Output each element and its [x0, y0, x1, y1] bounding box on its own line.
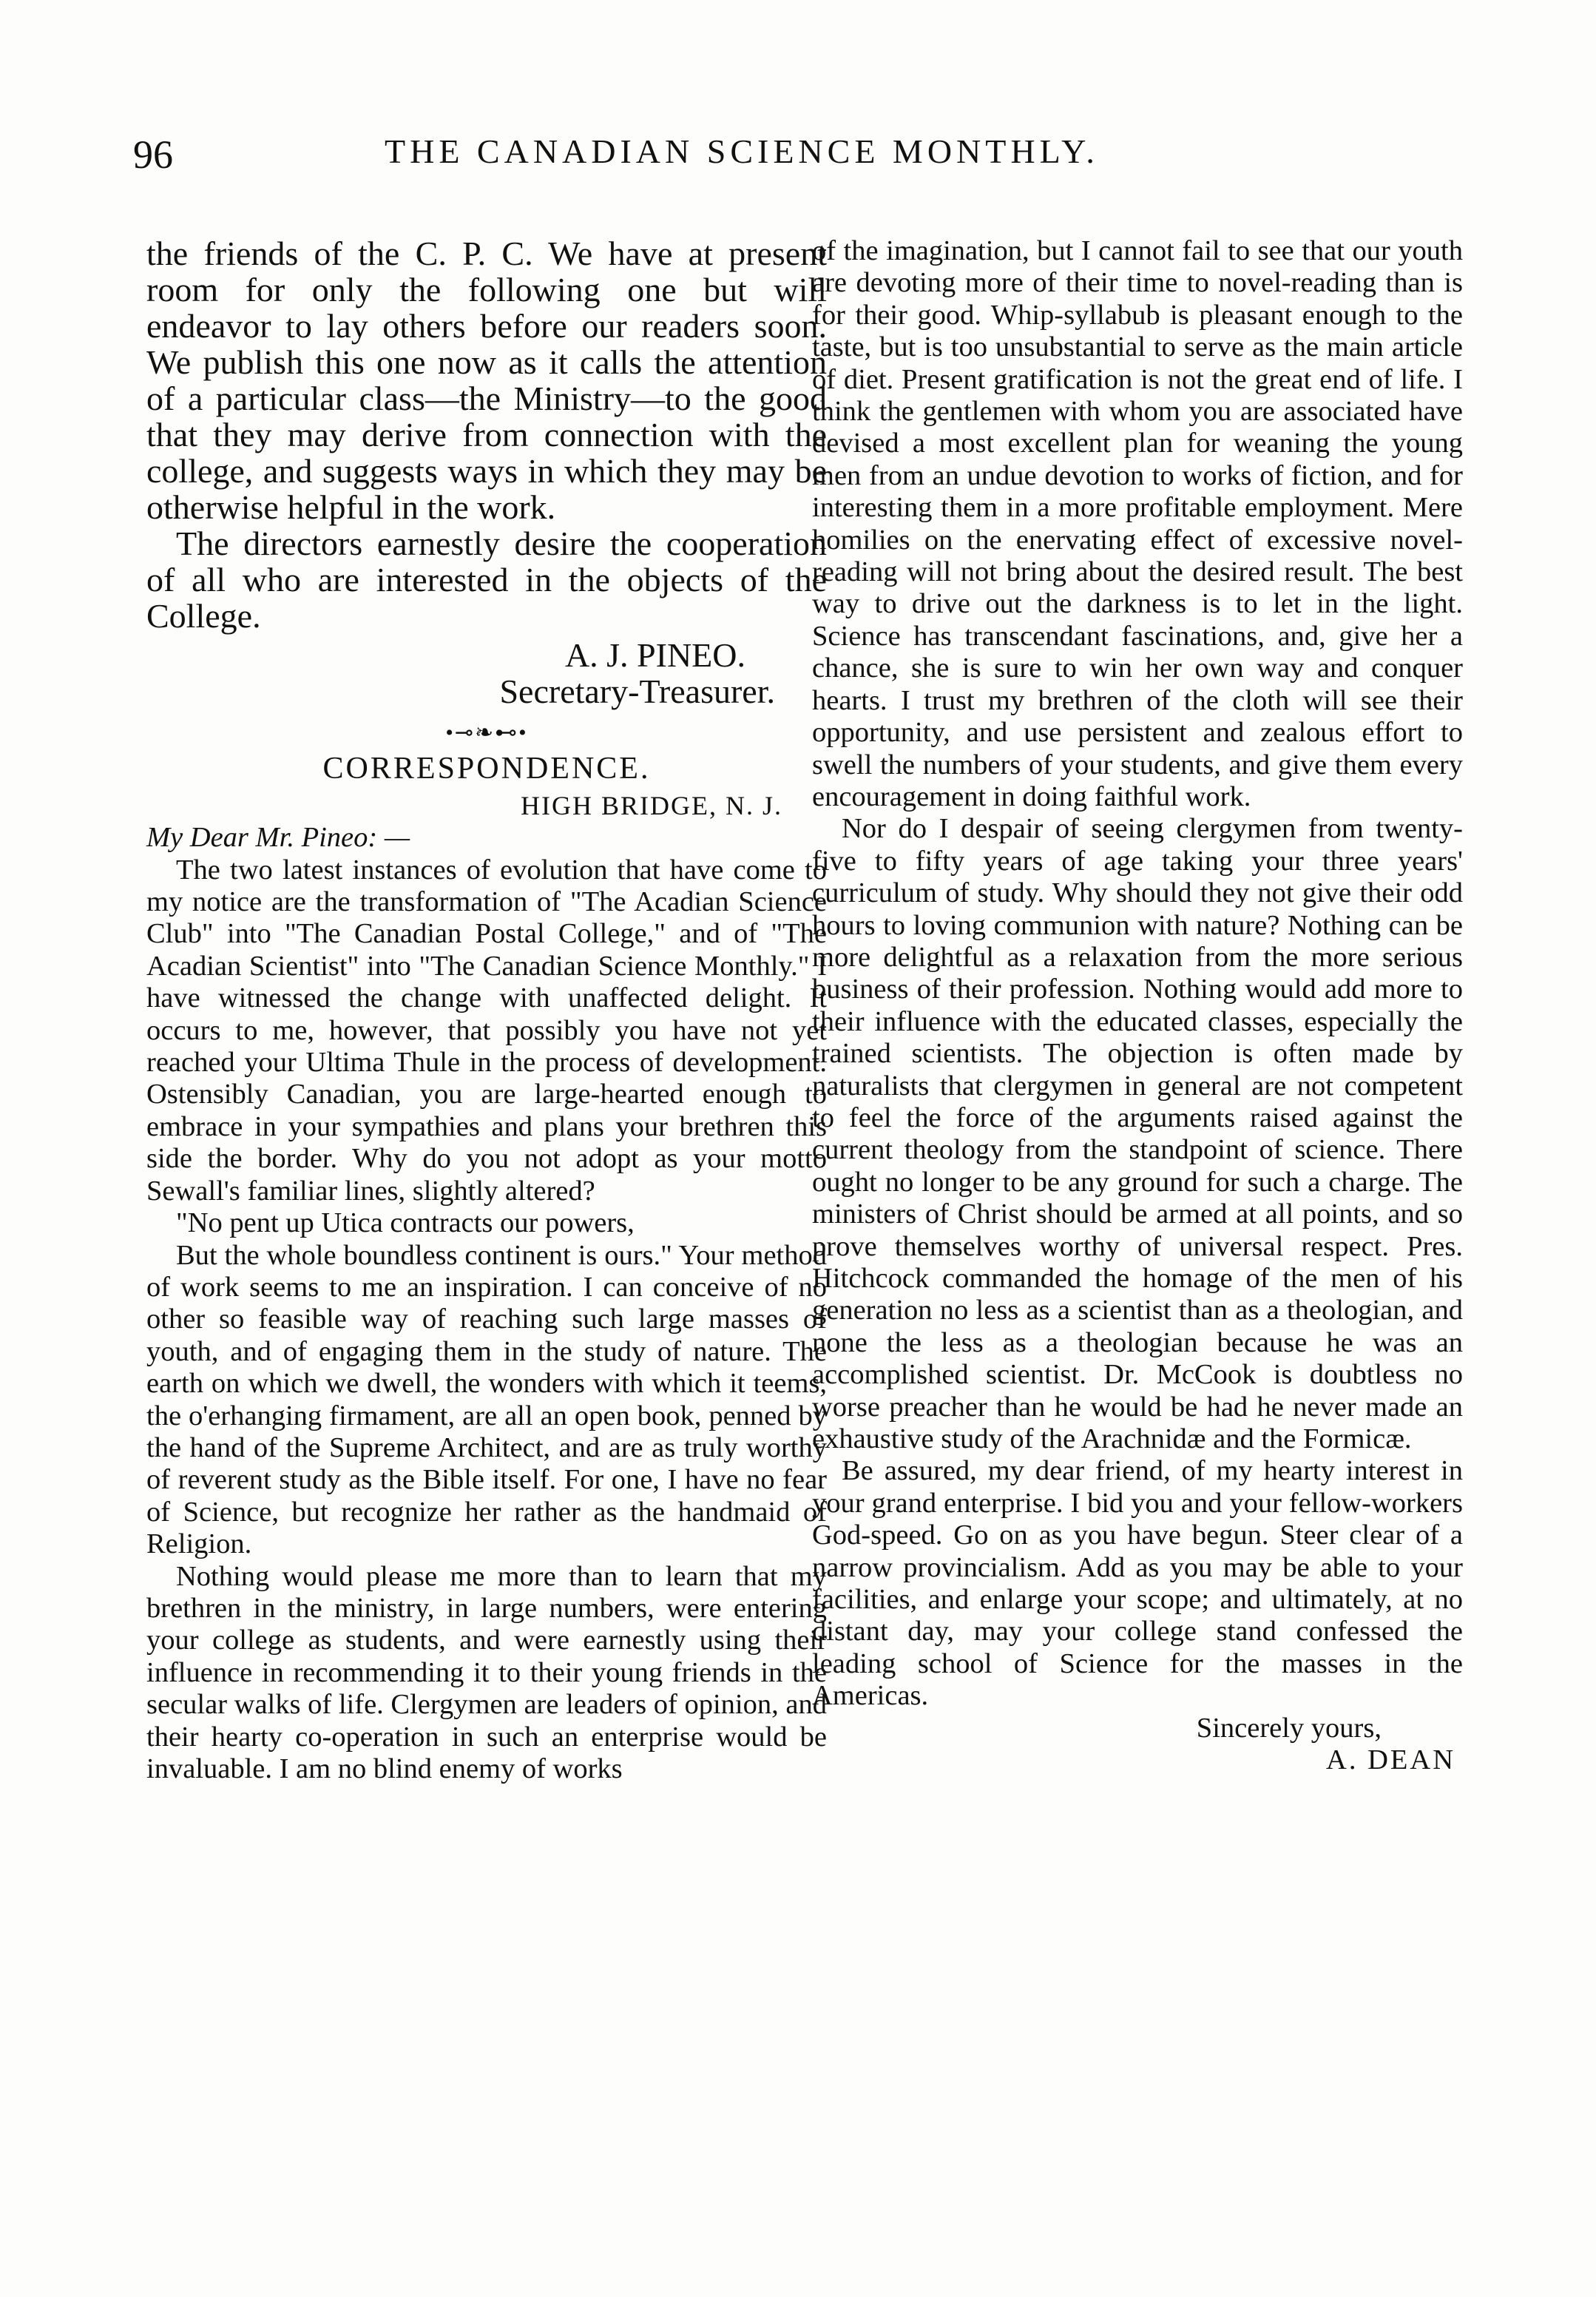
page-header	[133, 132, 1479, 198]
signature-title: Secretary-Treasurer.	[499, 672, 775, 710]
intro-paragraph: The directors earnestly desire the cooperation of all who are interested in the objects of the College.	[146, 525, 827, 635]
letter-paragraph: Nor do I despair of seeing clergymen from twenty-five to fifty years of age taking your three years' curriculum of study. Why should they not give their odd hours to loving communion with nature? Nothing can be more delightful as a relaxation from the more serious business of their profession. Nothing would add more to their influence with the educated classes, especially the trained scientists. The objection is often made by naturalists that clergymen in general are not competent to feel the force of the arguments raised against the current theology from the standpoint of science. There ought no longer to be any ground for such a charge. The ministers of Christ should be armed at all points, and so prove themselves worthy of universal respect. Pres. Hitchcock commanded the homage of the men of his generation no less as a scientist than as a theologian, and none the less as a theologian because he was an accomplished scientist. Dr. McCook is doubtless no worse preacher than he would be had he never made an exhaustive study of the Arachnidæ and the Formicæ.	[812, 813, 1463, 1455]
section-heading: CORRESPONDENCE.	[322, 752, 651, 786]
right-column	[812, 235, 1463, 1777]
quote-line: "No pent up Utica contracts our powers,	[176, 1207, 635, 1239]
letter-paragraph: Be assured, my dear friend, of my hearty interest in your grand enterprise. I bid you and your fellow-workers God-speed. Go on as you have begun. Steer clear of a narrow provincialism. Add as you may be able to your facilities, and enlarge your scope; and ultimately, at no distant day, may your college stand confessed the leading school of Science for the masses in the Americas.	[812, 1455, 1463, 1712]
ornament-divider: •⊸❧⊷•	[445, 721, 528, 745]
left-column	[146, 235, 827, 1785]
letter-paragraph: of the imagination, but I cannot fail to see that our youth are devoting more of their time to novel-reading than is for their good. Whip-syllabub is pleasant enough to the taste, but is too unsubstantial to serve as the main article of diet. Present gratification is not the great end of life. I think the gentlemen with whom you are associated have devised a most excellent plan for weaning the young men from an undue devotion to works of fiction, and for interesting them in a more profitable employment. Mere homilies on the enervating effect of excessive novel-reading will not bring about the desired result. The best way to drive out the darkness is to let in the light. Science has transcendant fascinations, and, give her a chance, she is sure to win her own way and conquer hearts. I trust my brethren of the cloth will see their opportunity, and use persistent and zealous effort to swell the numbers of your students, and give them every encouragement in doing faithful work.	[812, 235, 1463, 812]
letter-paragraph: The two latest instances of evolution that have come to my notice are the transformation of "The Acadian Science Club" into "The Canadian Postal College," and of "The Acadian Scientist" into "The Canadian Science Monthly." I have witnessed the change with unaffected delight. It occurs to me, however, that possibly you have not yet reached your Ultima Thule in the process of development. Ostensibly Canadian, you are large-hearted enough to embrace in your sympathies and plans your brethren this side the border. Why do you not adopt as your motto Sewall's familiar lines, slightly altered?	[146, 854, 827, 1207]
letter-paragraph: But the whole boundless continent is ours." Your method of work seems to me an inspiration. I can conceive of no other so feasible way of reaching such large masses of youth, and of engaging them in the study of nature. The earth on which we dwell, the wonders with which it teems, the o'erhanging firmament, are all an open book, penned by the hand of the Supreme Architect, and are as truly worthy of reverent study as the Bible itself. For one, I have no fear of Science, but recognize her rather as the handmaid of Religion.	[146, 1239, 827, 1560]
intro-paragraph: the friends of the C. P. C. We have at present room for only the following one but will endeavor to lay others before our readers soon. We publish this one now as it calls the attention of a particular class—the Ministry—to the good that they may derive from connection with the college, and suggests ways in which they may be otherwise helpful in the work.	[146, 235, 827, 526]
letter-paragraph: Nothing would please me more than to learn that my brethren in the ministry, in large numbers, were entering your college as students, and were earnestly using their influence in recommending it to their young friends in the secular walks of life. Clergymen are leaders of opinion, and their hearty co-operation in such an enterprise would be invaluable. I am no blind enemy of works	[146, 1560, 827, 1784]
letter-place: HIGH BRIDGE, N. J.	[521, 790, 782, 820]
letter-signer: A. DEAN	[1326, 1744, 1455, 1776]
signature-name: A. J. PINEO.	[564, 636, 745, 674]
letter-salutation: My Dear Mr. Pineo: —	[146, 822, 410, 854]
running-title: THE CANADIAN SCIENCE MONTHLY.	[385, 132, 1099, 170]
letter-closing: Sincerely yours,	[1196, 1712, 1382, 1744]
page-number: 96	[133, 132, 173, 177]
